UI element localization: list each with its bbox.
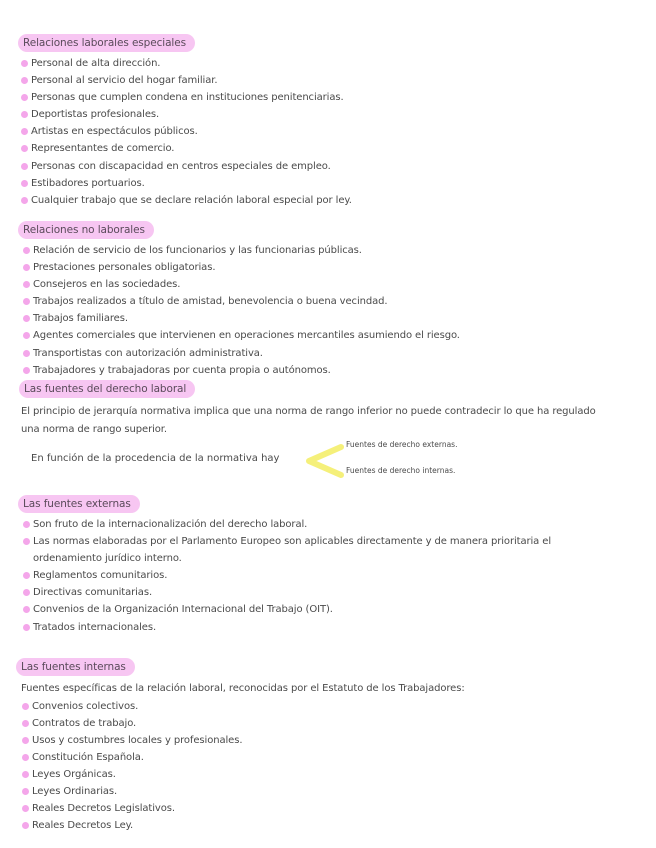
bullet-icon <box>21 60 28 67</box>
heading-no-laborales: Relaciones no laborales <box>18 221 154 239</box>
list-item-text: Transportistas con autorización administrativa. <box>33 347 263 359</box>
bullet-icon <box>21 77 28 84</box>
bullet-icon <box>21 94 28 101</box>
list-item <box>20 533 610 567</box>
list-item-text: Directivas comunitarias. <box>33 587 153 599</box>
list-item <box>18 158 638 175</box>
bullet-icon <box>22 771 29 778</box>
bullet-icon <box>21 145 28 152</box>
bullet-icon <box>21 180 28 187</box>
list-item-text: Constitución Española. <box>32 751 144 763</box>
list-item <box>20 259 638 276</box>
heading-especiales: Relaciones laborales especiales <box>18 34 195 52</box>
section-internas <box>16 655 636 834</box>
list-item-text: Leyes Orgánicas. <box>32 768 116 780</box>
list-item <box>19 800 636 817</box>
bullet-icon <box>23 589 30 596</box>
list-item-text: Reales Decretos Legislativos. <box>32 803 175 815</box>
list-item <box>18 55 638 72</box>
bullet-icon <box>22 788 29 795</box>
list-item <box>20 601 610 618</box>
list-item <box>20 310 638 327</box>
bullet-icon <box>23 298 30 305</box>
bullet-icon <box>21 128 28 135</box>
list-item-text: Trabajadores y trabajadoras por cuenta propia o autónomos. <box>33 364 331 376</box>
list-item <box>20 293 638 310</box>
list-item-text: Son fruto de la internacionalización del derecho laboral. <box>33 519 308 530</box>
list-item-text: Personas con discapacidad en centros especiales de empleo. <box>31 160 331 172</box>
bullet-icon <box>22 720 29 727</box>
bullet-icon <box>23 247 30 254</box>
list-item <box>18 140 638 157</box>
bullet-icon <box>22 754 29 761</box>
fuentes-branch <box>19 438 639 484</box>
list-item <box>18 89 638 106</box>
bullet-icon <box>23 350 30 357</box>
list-item-text: Leyes Ordinarias. <box>32 785 118 797</box>
list-item-text: Artistas en espectáculos públicos. <box>31 126 198 138</box>
list-item <box>20 276 638 293</box>
section-fuentes <box>19 377 639 484</box>
section-no-laborales <box>18 218 638 379</box>
list-item <box>18 192 638 209</box>
bullet-icon <box>23 367 30 374</box>
list-item-text: Contratos de trabajo. <box>32 717 137 729</box>
bullet-icon <box>21 111 28 118</box>
heading-fuentes: Las fuentes del derecho laboral <box>19 380 195 398</box>
bullet-icon <box>23 606 30 613</box>
list-item-text: Personas que cumplen condena en instituciones penitenciarias. <box>31 92 344 104</box>
fuentes-paragraph: El principio de jerarquía normativa implica que una norma de rango inferior no puede contradecir lo que ha regulado una norma de rango superior. <box>21 406 596 435</box>
list-item-text: Convenios colectivos. <box>32 700 139 712</box>
list-item <box>20 516 610 533</box>
list-item <box>19 749 636 766</box>
list-item-text: Personal de alta dirección. <box>31 58 161 69</box>
list-item <box>20 567 610 584</box>
list-item <box>18 175 638 192</box>
list-item <box>18 106 638 123</box>
section-especiales <box>18 31 638 209</box>
list-item-text: Consejeros en las sociedades. <box>33 279 181 291</box>
branch-brace-icon <box>303 442 345 480</box>
list-internas <box>16 698 636 835</box>
bullet-icon <box>23 332 30 339</box>
bullet-icon <box>21 197 28 204</box>
list-especiales <box>18 55 638 209</box>
branch-internas: Fuentes de derecho internas. <box>346 466 456 475</box>
list-item-text: Trabajos realizados a título de amistad, benevolencia o buena vecindad. <box>33 296 388 308</box>
list-item-text: Deportistas profesionales. <box>31 109 160 121</box>
list-item <box>20 619 610 636</box>
list-item <box>18 123 638 140</box>
list-item <box>19 698 636 715</box>
bullet-icon <box>23 264 30 271</box>
list-externas <box>18 516 610 636</box>
bullet-icon <box>23 538 30 545</box>
list-item <box>19 817 636 834</box>
branch-label: En función de la procedencia de la normativa hay <box>31 453 280 464</box>
list-item-text: Las normas elaboradas por el Parlamento Europeo son aplicables directamente y de manera prioritaria el ordenamiento jurídico interno. <box>33 536 552 565</box>
bullet-icon <box>23 624 30 631</box>
list-item <box>20 584 610 601</box>
list-item-text: Convenios de la Organización Internacional del Trabajo (OIT). <box>33 604 333 616</box>
heading-externas: Las fuentes externas <box>18 495 140 513</box>
list-item-text: Usos y costumbres locales y profesionales. <box>32 734 243 746</box>
heading-internas: Las fuentes internas <box>16 658 135 676</box>
section-externas <box>18 492 638 636</box>
list-item-text: Cualquier trabajo que se declare relación laboral especial por ley. <box>31 194 352 206</box>
bullet-icon <box>23 521 30 528</box>
internas-intro: Fuentes específicas de la relación laboral, reconocidas por el Estatuto de los Trabajadores: <box>21 683 465 694</box>
list-item-text: Prestaciones personales obligatorias. <box>33 262 216 274</box>
list-item <box>19 783 636 800</box>
list-item <box>20 327 638 344</box>
list-no-laborales <box>18 242 638 379</box>
list-item-text: Tratados internacionales. <box>33 621 157 633</box>
bullet-icon <box>21 163 28 170</box>
list-item-text: Representantes de comercio. <box>31 143 175 155</box>
bullet-icon <box>23 315 30 322</box>
list-item-text: Reales Decretos Ley. <box>32 820 134 832</box>
bullet-icon <box>22 822 29 829</box>
list-item <box>19 732 636 749</box>
list-item <box>20 345 638 362</box>
list-item <box>20 242 638 259</box>
bullet-icon <box>22 703 29 710</box>
bullet-icon <box>22 737 29 744</box>
list-item-text: Reglamentos comunitarios. <box>33 570 168 582</box>
list-item-text: Relación de servicio de los funcionarios y las funcionarias públicas. <box>33 245 362 256</box>
list-item-text: Agentes comerciales que intervienen en operaciones mercantiles asumiendo el riesgo. <box>33 330 460 342</box>
list-item-text: Personal al servicio del hogar familiar. <box>31 75 218 87</box>
bullet-icon <box>22 805 29 812</box>
bullet-icon <box>23 281 30 288</box>
bullet-icon <box>23 572 30 579</box>
branch-externas: Fuentes de derecho externas. <box>346 440 458 449</box>
list-item-text: Estibadores portuarios. <box>31 177 145 189</box>
list-item <box>19 715 636 732</box>
list-item-text: Trabajos familiares. <box>33 313 128 325</box>
list-item <box>18 72 638 89</box>
list-item <box>19 766 636 783</box>
